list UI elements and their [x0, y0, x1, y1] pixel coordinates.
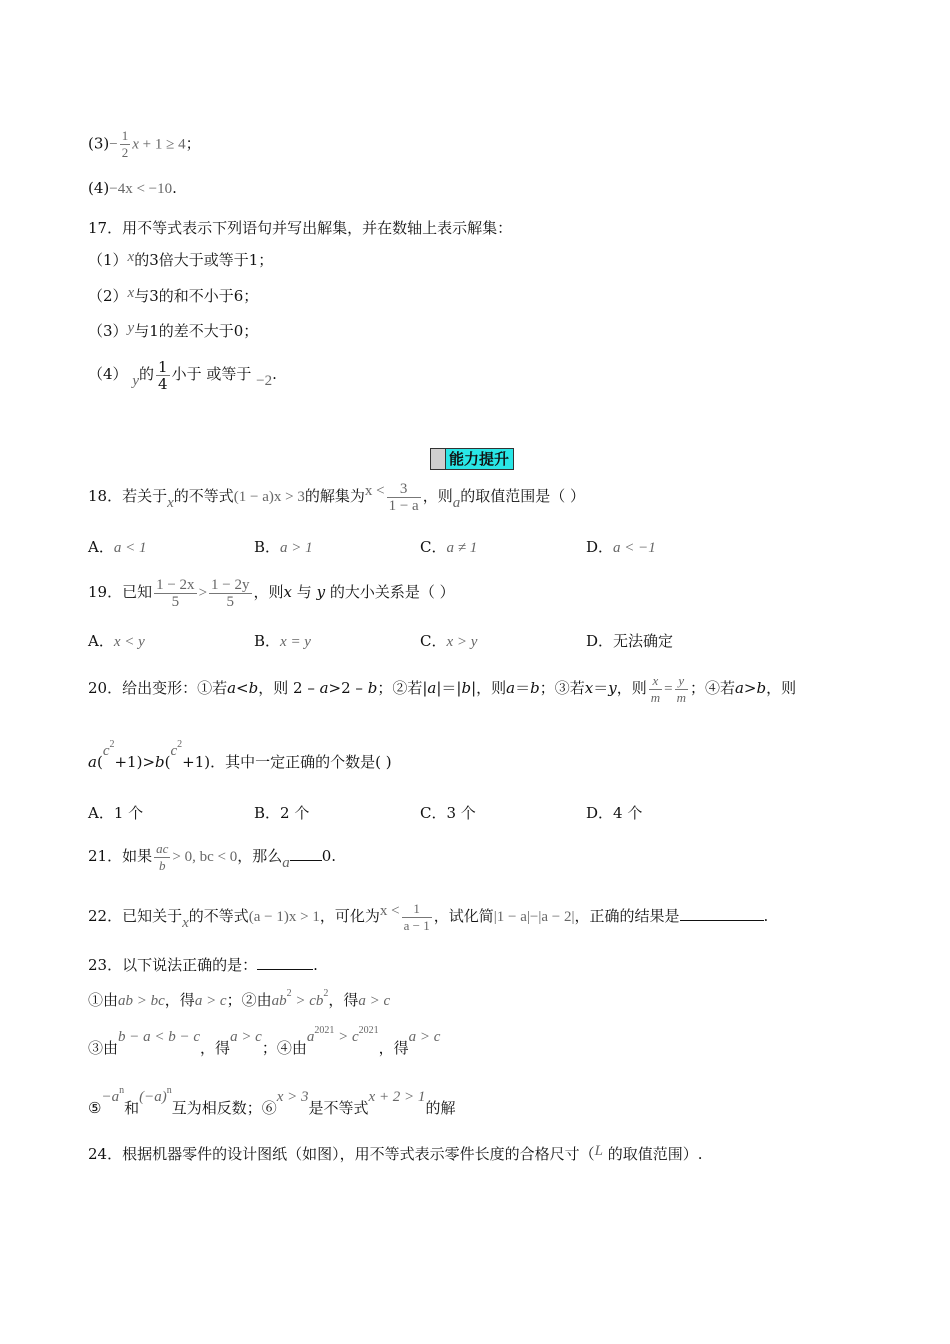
fraction-quarter: $\frac{1}{4}$ — [158, 357, 168, 393]
q17-sub1: （1）x的3倍大于或等于1； — [88, 249, 274, 269]
fraction-3-over-1-minus-a: $\frac{3}{1 - a}$ — [388, 480, 419, 514]
fraction-1-over-a-minus-1: $\frac{1}{a - 1}$ — [403, 900, 430, 933]
q23-row1: ①由ab > bc，得a > c；②由$ab^2 > cb^2$，得a > c — [88, 988, 391, 1009]
q19-option-b[interactable]: B．x = y — [254, 632, 311, 650]
answer-blank-q22[interactable] — [680, 920, 764, 921]
q17-stem: 17．用不等式表示下列语句并写出解集，并在数轴上表示解集： — [88, 219, 513, 237]
q23-row3: $⑤-a^n$和$(-a)^n$互为相反数；⑥x > 3是不等式x + 2 > 1的解 — [88, 1085, 456, 1117]
fraction-1-minus-2x: $\frac{1 - 2x}{5}$ — [156, 576, 195, 610]
q19-option-c[interactable]: C．x > y — [420, 632, 478, 650]
q20-option-c[interactable]: C．3 个 — [420, 804, 476, 822]
q22-stem: 22．已知关于x的不等式(a − 1)x > 1，可化为x < $\frac{1}{a - 1}$ ，试化简|1 − a|−|a − 2|，正确的结果是 . — [88, 900, 769, 933]
q20-option-a[interactable]: A．1 个 — [88, 804, 144, 822]
q21-stem: 21．如果 $\frac{ac}{b}$ > 0, bc < 0，那么a 0. — [88, 840, 337, 873]
q20-option-b[interactable]: B．2 个 — [254, 804, 310, 822]
q23-row2: ③由b − a < b − c，得a > c；④由$a^{2021} > c^{2021}$，得a > c — [88, 1025, 441, 1057]
fraction-x-over-m: $\frac{x}{m}$ — [650, 672, 661, 705]
q20-stem-line1: 20．给出变形：①若a<b，则 2 – a>2 – b；②若|a|＝|b|，则a＝b；③若x＝y，则 $\frac{x}{m}$ = $\frac{y}{m}$ ；④若a>b，则 — [88, 672, 797, 705]
section-marker — [431, 449, 446, 469]
q18-option-c[interactable]: C．a ≠ 1 — [420, 538, 478, 556]
fraction-ac-over-b: $\frac{ac}{b}$ — [156, 840, 169, 873]
fraction-y-over-m: $\frac{y}{m}$ — [676, 672, 686, 705]
q18-stem: 18．若关于x的不等式(1 − a)x > 3的解集为x < $\frac{3}{1 - a}$ ，则a的取值范围是（ ） — [88, 480, 586, 514]
q19-option-a[interactable]: A．x < y — [88, 632, 145, 650]
q17-sub3: （3）y与1的差不大于0； — [88, 320, 259, 340]
q19-stem: 19．已知 $\frac{1 - 2x}{5}$ > $\frac{1 - 2y}{5}$ ，则x 与 y 的大小关系是（ ） — [88, 576, 455, 610]
q18-option-a[interactable]: A．a < 1 — [88, 538, 147, 556]
q20-option-d[interactable]: D．4 个 — [586, 804, 643, 822]
answer-blank-q23[interactable] — [257, 969, 313, 970]
q23-stem: 23．以下说法正确的是： . — [88, 956, 318, 974]
answer-blank-q21[interactable] — [290, 860, 322, 861]
q16-part3: (3)− $\frac{1}{2}$ x + 1 ≥ 4； — [88, 128, 201, 160]
fraction-half: $\frac{1}{2}$ — [121, 128, 129, 160]
fraction-1-minus-2y: $\frac{1 - 2y}{5}$ — [211, 576, 250, 610]
q20-stem-line2: $a(c^2+1)>b(c^2+1)$．其中一定正确的个数是( ) — [88, 739, 392, 771]
q19-option-d[interactable]: D．无法确定 — [586, 632, 674, 650]
q17-sub2: （2）x与3的和不小于6； — [88, 285, 259, 305]
q24-stem: 24．根据机器零件的设计图纸（如图），用不等式表示零件长度的合格尺寸（L 的取值范围）. — [88, 1143, 703, 1163]
q17-sub4: （4） y的 $\frac{1}{4}$ 小于 或等于 −2. — [88, 357, 277, 393]
q16-part4: (4)−4x < −10. — [88, 179, 177, 197]
section-title-ability: 能力提升 — [430, 448, 514, 470]
q18-option-b[interactable]: B．a > 1 — [254, 538, 313, 556]
q18-option-d[interactable]: D．a < −1 — [586, 538, 656, 556]
